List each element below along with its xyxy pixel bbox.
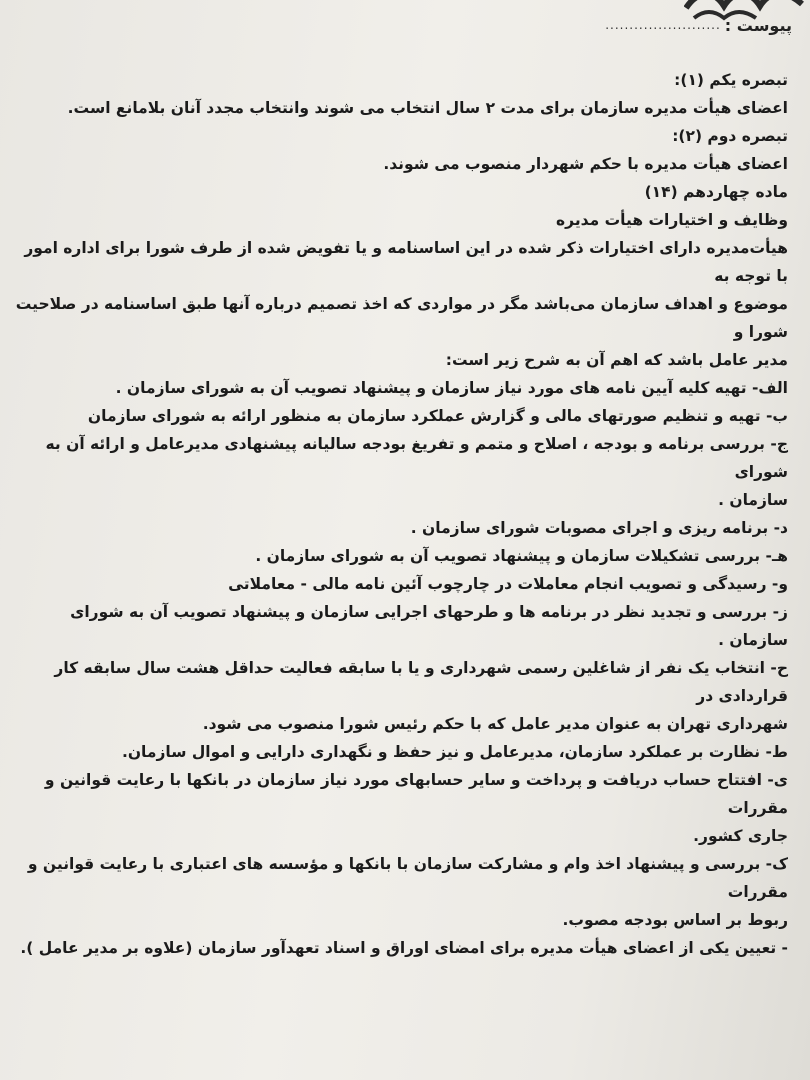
- section-title: وظایف و اختیارات هیأت مدیره: [556, 211, 788, 229]
- list-item-continuation: ربوط بر اساس بودجه مصوب.: [562, 911, 788, 929]
- list-item: ب- تهیه و تنظیم صورتهای مالی و گزارش عملکرد سازمان به منظور ارائه به شورای سازمان: [87, 407, 788, 425]
- list-item: الف- تهیه کلیه آیین نامه های مورد نیاز سازمان و پیشنهاد تصویب آن به شورای سازمان .: [115, 379, 788, 397]
- list-item: و- رسیدگی و تصویب انجام معاملات در چارچوب آئین نامه مالی - معاملاتی: [228, 575, 788, 593]
- list-item-continuation: جاری کشور.: [693, 827, 788, 845]
- attachment-dots: ........................: [605, 18, 721, 32]
- letter-header: [160, 10, 810, 40]
- list-item: ط- نظارت بر عملکرد سازمان، مدیرعامل و نیز حفظ و نگهداری دارایی و اموال سازمان.: [121, 743, 788, 761]
- list-item-continuation: شهرداری تهران به عنوان مدیر عامل که با حکم رئیس شورا منصوب می شود.: [202, 715, 788, 733]
- list-item: - تعیین یکی از اعضای هیأت مدیره برای امضای اوراق و اسناد تعهدآور سازمان (علاوه بر مدیر عامل ).: [20, 939, 788, 957]
- list-item: ی- افتتاح حساب دریافت و پرداخت و سایر حسابهای مورد نیاز سازمان در بانکها با رعایت قوانین و مقررات: [44, 771, 788, 817]
- intro-line-1: هیأت‌مدیره دارای اختیارات ذکر شده در این اساسنامه و یا تفویض شده از طرف شورا برای اداره امور با توجه به: [24, 239, 788, 285]
- note1-text: اعضای هیأت مدیره سازمان برای مدت ۲ سال انتخاب می شوند وانتخاب مجدد آنان بلامانع است.: [67, 99, 788, 117]
- list-item: د- برنامه ریزی و اجرای مصوبات شورای سازمان .: [410, 519, 788, 537]
- list-item: ح- انتخاب یک نفر از شاغلین رسمی شهرداری و یا با سابقه فعالیت حداقل هشت سال سابقه کار قراردادی در: [54, 659, 788, 705]
- list-item: ج- بررسی برنامه و بودجه ، اصلاح و متمم و تفریغ بودجه سالیانه پیشنهادی مدیرعامل و ارائه آن به شورای: [45, 435, 788, 481]
- list-item: ک- بررسی و پیشنهاد اخذ وام و مشارکت سازمان با بانکها و مؤسسه های اعتباری با رعایت قوانین و مقررات: [27, 855, 788, 901]
- list-item-continuation: سازمان .: [718, 491, 788, 509]
- list-item: هـ- بررسی تشکیلات سازمان و پیشنهاد تصویب آن به شورای سازمان .: [255, 547, 788, 565]
- note2-text: اعضای هیأت مدیره با حکم شهردار منصوب می شوند.: [383, 155, 788, 173]
- list-item: ز- بررسی و تجدید نظر در برنامه ها و طرحهای اجرایی سازمان و پیشنهاد تصویب آن به شورای سازمان .: [70, 603, 788, 649]
- intro-line-2: موضوع و اهداف سازمان می‌باشد مگر در مواردی که اخذ تصمیم درباره آنها طبق اساسنامه در صلاحیت شورا و: [15, 295, 788, 341]
- document-body: [8, 66, 788, 962]
- article-title: ماده چهاردهم (۱۴): [644, 183, 788, 201]
- attachment-label: پیوست :: [724, 15, 792, 35]
- note1-title: تبصره یکم (۱):: [674, 71, 788, 89]
- intro-line-3: مدیر عامل باشد که اهم آن به شرح زیر است:: [445, 351, 788, 369]
- note2-title: تبصره دوم (۲):: [672, 127, 788, 145]
